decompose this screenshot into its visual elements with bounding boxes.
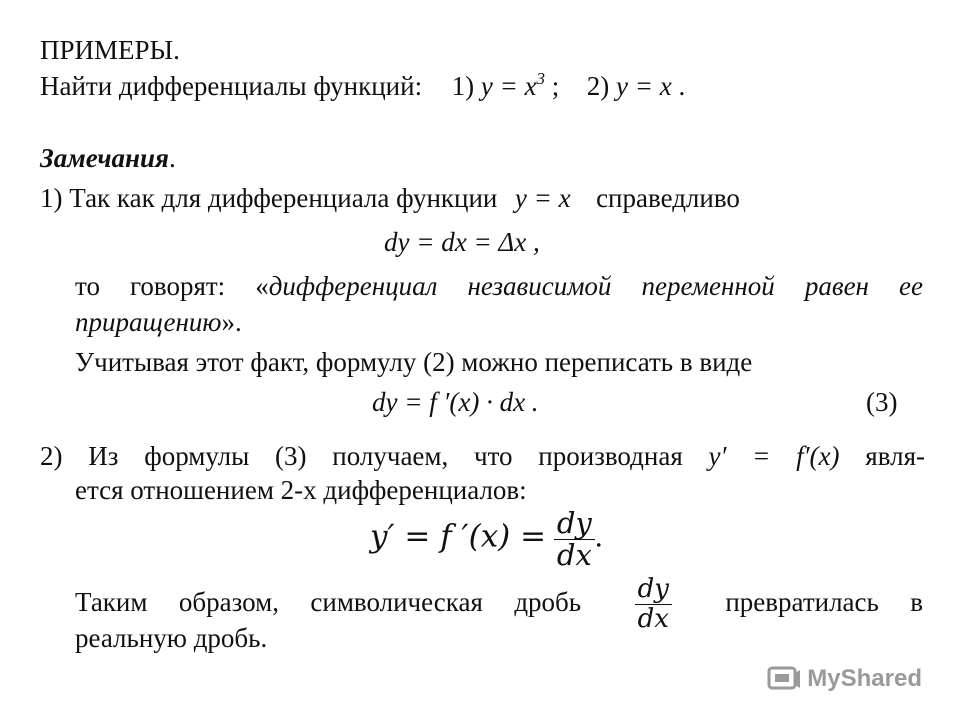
formula-3-number: (3) bbox=[866, 387, 898, 417]
remark1-formula-a: y = x bbox=[514, 183, 571, 213]
remark1-number: 1) bbox=[40, 183, 63, 213]
remark2-number: 2) bbox=[40, 441, 63, 471]
myshared-logo-icon bbox=[767, 664, 801, 694]
task-item1-end: ; bbox=[551, 71, 560, 101]
task-item2-end: . bbox=[678, 71, 686, 101]
remark2-line3-text-b: превратилась в bbox=[725, 587, 924, 617]
remarks-title-line bbox=[40, 142, 176, 174]
remark2-line2: ется отношением 2-х дифференциалов: bbox=[75, 475, 527, 505]
watermark bbox=[767, 664, 922, 694]
remark1-line4 bbox=[75, 306, 242, 338]
task-text: Найти дифференциалы функций: bbox=[40, 71, 423, 101]
remark2-line4: реальную дробь. bbox=[75, 623, 268, 653]
fraction-denominator: dx bbox=[556, 538, 592, 572]
remark1-line3-text: то говорят: « bbox=[75, 271, 269, 301]
inline-fraction-numerator: dy bbox=[635, 575, 672, 605]
remark1-formula-main: dy = dx = Δx , bbox=[384, 227, 540, 257]
remark1-line3 bbox=[75, 268, 923, 304]
remark2-line1 bbox=[40, 438, 925, 474]
exponent: 3 bbox=[536, 69, 546, 88]
remark1-text-b: справедливо bbox=[596, 183, 740, 213]
remark1-text-a: Так как для дифференциала функции bbox=[69, 183, 498, 213]
fraction-numerator: dy bbox=[554, 508, 595, 540]
remark1-line4-end: ». bbox=[221, 307, 242, 337]
task-line bbox=[40, 70, 685, 102]
task-item2-number: 2) bbox=[586, 71, 610, 101]
task-item2-formula: y = x bbox=[616, 71, 672, 101]
task-item1-number: 1) bbox=[451, 71, 475, 101]
fraction-dy-dx bbox=[554, 508, 595, 571]
derivative-equation-end: . bbox=[594, 518, 603, 554]
remark1-line3-italic: дифференциал независимой переменной равен ее bbox=[268, 271, 923, 301]
remarks-title-dot: . bbox=[168, 143, 176, 173]
remark2-line3-text-a: Таким образом, символическая дробь bbox=[75, 587, 582, 617]
remark2-line1-formula: y′ = f′(x) bbox=[708, 441, 840, 471]
derivative-equation bbox=[370, 508, 603, 571]
fraction-dy-dx-inline bbox=[635, 575, 672, 634]
remark2-line1-text: Из формулы (3) получаем, что производная bbox=[88, 441, 683, 471]
remarks-title: Замечания bbox=[40, 143, 169, 173]
derivative-equation-left: y′ = f ′(x) = bbox=[370, 518, 547, 555]
task-item1-formula: $y = x^3$ bbox=[480, 69, 546, 101]
remark2-line1-end: явля- bbox=[865, 441, 925, 471]
watermark-text: MyShared bbox=[807, 665, 922, 692]
remark1-line4-italic: приращению bbox=[75, 307, 222, 337]
heading: ПРИМЕРЫ. bbox=[40, 35, 180, 65]
remark1-line1 bbox=[40, 182, 740, 214]
remark1-line5: Учитывая этот факт, формулу (2) можно переписать в виде bbox=[75, 347, 753, 377]
formula-3: dy = f ′(x) · dx . bbox=[372, 387, 539, 417]
inline-fraction-denominator: dx bbox=[637, 604, 669, 635]
